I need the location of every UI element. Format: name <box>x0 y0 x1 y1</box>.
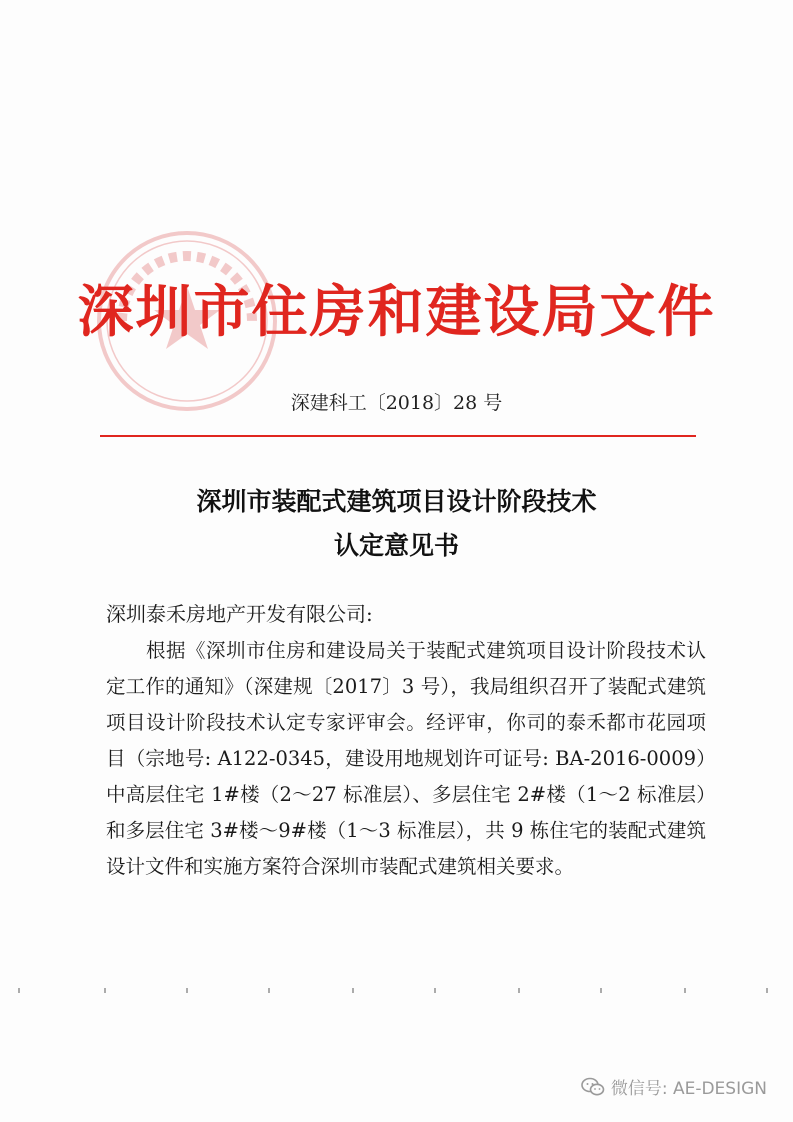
document-title-line2: 认定意见书 <box>333 531 459 560</box>
watermark-text: 微信号: AE-DESIGN <box>610 1079 767 1099</box>
document-number: 深建科工〔2018〕28 号 <box>290 392 503 414</box>
wechat-icon <box>581 1077 605 1097</box>
agency-header-title: 深圳市住房和建设局文件 <box>77 280 716 345</box>
document-title-line1: 深圳市装配式建筑项目设计阶段技术 <box>196 487 597 516</box>
document-title <box>0 480 793 568</box>
recipient-line: 深圳泰禾房地产开发有限公司: <box>106 602 373 626</box>
scan-margin-marks <box>0 988 793 998</box>
header-divider <box>100 435 696 437</box>
body-paragraph: 根据《深圳市住房和建设局关于装配式建筑项目设计阶段技术认定工作的通知》（深建规〔2017〕3 号），我局组织召开了装配式建筑项目设计阶段技术认定专家评审会。经评审，你司的泰禾都市花园项目（宗地号: A122-0345，建设用地规划许可证号: BA-2016-0009）中高层住宅 1#楼（2～27 标准层）、多层住宅 2#楼（1～2 标准层）和多层住宅 3#楼～9#楼（1～3 标准层），共 9 栋住宅的装配式建筑设计文件和实施方案符合深圳市装配式建筑相关要求。 <box>106 639 706 878</box>
wechat-watermark <box>581 1074 767 1099</box>
